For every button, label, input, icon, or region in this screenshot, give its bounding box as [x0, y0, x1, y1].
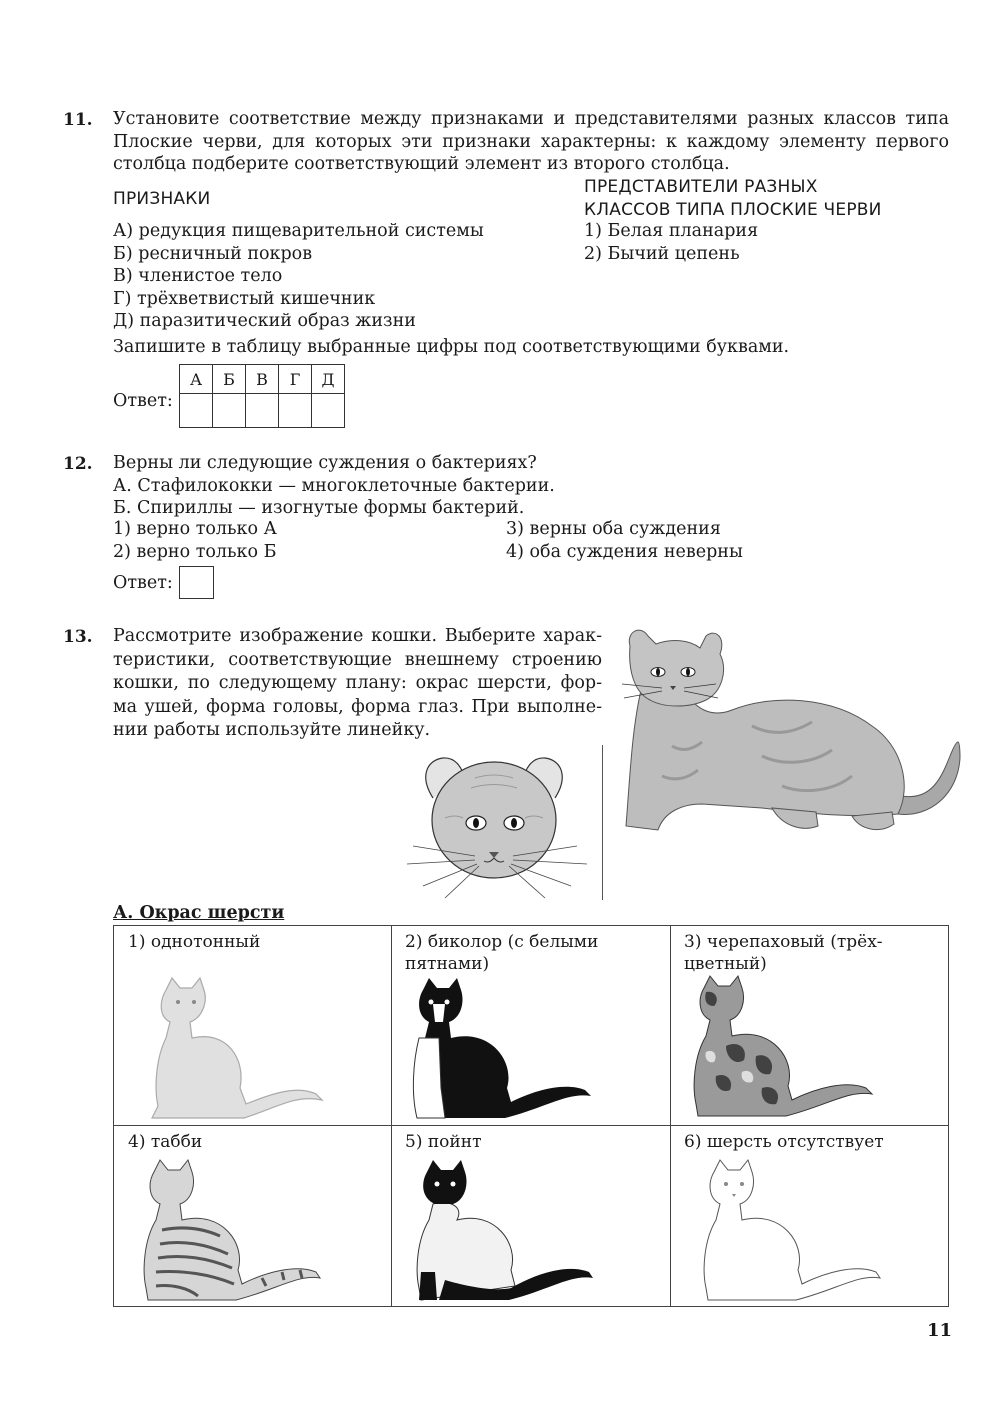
answer-input-box[interactable]	[179, 566, 214, 599]
option-item: 2) верно только Б	[113, 541, 277, 562]
fur-color-grid	[113, 925, 949, 1307]
fur-option-label: 5) пойнт	[405, 1132, 482, 1152]
answer-label: Ответ:	[113, 391, 173, 411]
text-line: кошки, по следующему плану: окрас шерсти, фор-	[113, 673, 602, 693]
fur-option-hairless[interactable]	[670, 1126, 948, 1306]
answer-input-cell[interactable]	[312, 394, 345, 428]
representative-item: 1) Белая планария	[584, 221, 759, 241]
feature-item: Д) паразитический образ жизни	[113, 311, 416, 331]
statement: Б. Спириллы — изогнутые формы бактерий.	[113, 498, 525, 518]
answer-label: Ответ:	[113, 573, 173, 593]
option-item: 4) оба суждения неверны	[506, 541, 743, 562]
answer-letter: Д	[312, 365, 345, 394]
question-12-number: 12.	[63, 454, 93, 474]
option-item: 1) верно только А	[113, 519, 277, 539]
feature-item: А) редукция пищеварительной системы	[113, 221, 484, 241]
fur-option-label: 3) черепаховый (трёх- цветный)	[684, 932, 883, 974]
illustration-divider	[602, 745, 603, 900]
answer-letter: В	[246, 365, 279, 394]
answer-input-cell[interactable]	[213, 394, 246, 428]
feature-item: В) членистое тело	[113, 266, 283, 286]
page-number: 11	[927, 1320, 953, 1341]
cat-full-illustration	[612, 626, 964, 840]
question-13-number: 13.	[63, 627, 93, 647]
answer-input-cell[interactable]	[246, 394, 279, 428]
question-11-number: 11.	[63, 110, 93, 130]
text-line: ма ушей, форма головы, форма глаз. При выполне-	[113, 696, 602, 717]
section-title-fur-color: А. Окрас шерсти	[113, 903, 285, 923]
answer-instruction: Запишите в таблицу выбранные цифры под соответствующими буквами.	[113, 337, 790, 357]
features-list	[113, 220, 484, 333]
fur-option-label: 1) однотонный	[128, 932, 261, 952]
header-line: ПРЕДСТАВИТЕЛИ РАЗНЫХ	[584, 177, 818, 197]
answer-input-cell[interactable]	[180, 394, 213, 428]
header-line: КЛАССОВ ТИПА ПЛОСКИЕ ЧЕРВИ	[584, 200, 882, 220]
representatives-header	[584, 176, 882, 222]
answer-input-cell[interactable]	[279, 394, 312, 428]
feature-item: Г) трёхветвистый кишечник	[113, 288, 376, 309]
fur-option-tabby[interactable]	[114, 1126, 391, 1306]
answer-table	[179, 364, 345, 428]
fur-option-label: 4) табби	[128, 1132, 203, 1152]
text-line: нии работы используйте линейку.	[113, 720, 431, 740]
representatives-list	[584, 220, 758, 265]
options-right	[506, 518, 743, 563]
answer-letter: Б	[213, 365, 246, 394]
options-left	[113, 518, 277, 563]
text-line: Установите соответствие между признаками и представителями разных классов типа	[113, 109, 949, 129]
statement: А. Стафилококки — многоклеточные бактерии.	[113, 475, 555, 496]
answer-letter: Г	[279, 365, 312, 394]
fur-option-bicolor[interactable]	[391, 926, 670, 1125]
text-line: теристики, соответствующие внешнему строению	[113, 649, 602, 670]
answer-letter: А	[180, 365, 213, 394]
option-item: 3) верны оба суждения	[506, 519, 721, 539]
text-line: Рассмотрите изображение кошки. Выберите харак-	[113, 626, 602, 646]
features-header: ПРИЗНАКИ	[113, 189, 211, 209]
fur-option-label: 6) шерсть отсутствует	[684, 1132, 884, 1152]
text-line: Плоские черви, для которых эти признаки характерны: к каждому элементу первого	[113, 131, 949, 152]
text-line: столбца подберите соответствующий элемент из второго столбца.	[113, 154, 730, 174]
feature-item: Б) ресничный покров	[113, 243, 313, 264]
question-12-text	[113, 452, 555, 520]
question-13-text	[113, 625, 602, 743]
question-11-text	[113, 108, 949, 176]
fur-option-tortoiseshell[interactable]	[670, 926, 948, 1125]
representative-item: 2) Бычий цепень	[584, 243, 740, 264]
fur-option-solid[interactable]	[114, 926, 391, 1125]
fur-option-point[interactable]	[391, 1126, 670, 1306]
cat-head-illustration	[405, 748, 595, 900]
fur-option-label: 2) биколор (с белыми пятнами)	[405, 932, 599, 974]
question-line: Верны ли следующие суждения о бактериях?	[113, 453, 537, 473]
